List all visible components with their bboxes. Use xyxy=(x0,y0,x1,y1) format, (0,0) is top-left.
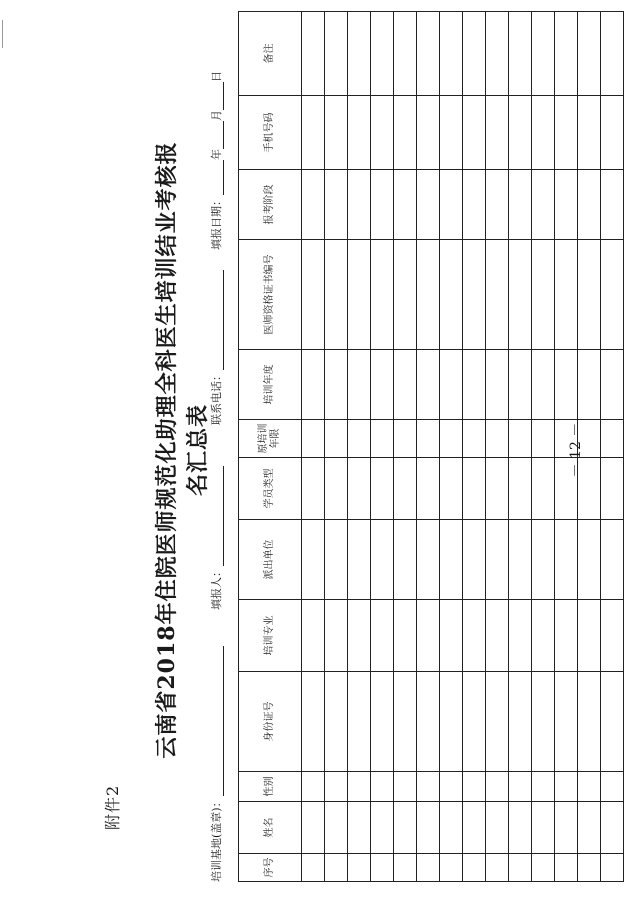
table-cell xyxy=(348,12,371,96)
table-cell xyxy=(440,240,463,350)
col-header-index: 序号 xyxy=(239,854,302,882)
table-cell xyxy=(371,240,394,350)
table-cell xyxy=(302,240,325,350)
training-base-field xyxy=(208,646,224,882)
col-header-license-number: 医师资格证书编号 xyxy=(239,240,302,350)
table-cell xyxy=(509,240,532,350)
table-cell xyxy=(509,350,532,420)
table-cell xyxy=(302,802,325,854)
table-cell xyxy=(509,854,532,882)
table-cell xyxy=(417,96,440,170)
table-cell xyxy=(417,520,440,600)
table-cell xyxy=(486,458,509,520)
table-cell xyxy=(371,458,394,520)
table-cell xyxy=(348,420,371,458)
attachment-label: 附件2 xyxy=(103,784,122,830)
table-cell xyxy=(532,96,555,170)
table-cell xyxy=(532,672,555,772)
table-row xyxy=(417,12,440,882)
table-cell xyxy=(601,420,624,458)
contact-person-field xyxy=(208,466,224,610)
table-cell xyxy=(302,854,325,882)
year-blank xyxy=(211,160,224,195)
table-row xyxy=(302,12,325,882)
table-cell xyxy=(486,854,509,882)
col-header-trainee-type: 学员类型 xyxy=(239,458,302,520)
table-cell xyxy=(417,240,440,350)
table-cell xyxy=(532,240,555,350)
table-cell xyxy=(371,772,394,802)
table-cell xyxy=(325,170,348,240)
col-header-mobile: 手机号码 xyxy=(239,96,302,170)
table-cell xyxy=(463,12,486,96)
table-cell xyxy=(601,802,624,854)
page-number: － 12 － xyxy=(568,422,584,478)
table-cell xyxy=(486,240,509,350)
table-cell xyxy=(509,96,532,170)
table-cell xyxy=(325,420,348,458)
table-cell xyxy=(348,772,371,802)
table-cell xyxy=(348,170,371,240)
table-cell xyxy=(371,420,394,458)
table-cell xyxy=(509,170,532,240)
day-blank xyxy=(211,82,224,110)
table-cell xyxy=(302,600,325,672)
table-cell xyxy=(463,520,486,600)
table-cell xyxy=(601,350,624,420)
table-cell xyxy=(601,12,624,96)
month-blank xyxy=(211,121,224,149)
col-header-exam-stage: 报考阶段 xyxy=(239,170,302,240)
table-cell xyxy=(325,96,348,170)
table-cell xyxy=(325,458,348,520)
table-cell xyxy=(348,350,371,420)
table-cell xyxy=(417,854,440,882)
table-cell xyxy=(532,458,555,520)
table-cell xyxy=(463,170,486,240)
table-cell xyxy=(509,672,532,772)
table-cell xyxy=(348,802,371,854)
col-header-training-year: 培训年度 xyxy=(239,350,302,420)
table-cell xyxy=(417,350,440,420)
date-label: 填报日期： xyxy=(210,195,223,250)
table-cell xyxy=(394,520,417,600)
table-cell xyxy=(486,600,509,672)
table-cell xyxy=(509,520,532,600)
table-row xyxy=(325,12,348,882)
table-cell xyxy=(486,772,509,802)
table-cell xyxy=(325,350,348,420)
table-cell xyxy=(440,672,463,772)
table-cell xyxy=(509,802,532,854)
table-cell xyxy=(486,96,509,170)
table-cell xyxy=(463,672,486,772)
table-cell xyxy=(463,96,486,170)
table-cell xyxy=(463,240,486,350)
table-cell xyxy=(532,802,555,854)
table-cell xyxy=(325,672,348,772)
table-cell xyxy=(348,520,371,600)
table-cell xyxy=(325,600,348,672)
table-cell xyxy=(486,802,509,854)
table-cell xyxy=(371,520,394,600)
table-cell xyxy=(302,350,325,420)
table-row xyxy=(509,12,532,882)
table-cell xyxy=(371,350,394,420)
table-cell xyxy=(302,420,325,458)
table-cell xyxy=(486,520,509,600)
table-cell xyxy=(325,854,348,882)
table-cell xyxy=(601,96,624,170)
table-cell xyxy=(325,12,348,96)
table-cell xyxy=(532,350,555,420)
table-cell xyxy=(463,802,486,854)
table-cell xyxy=(601,520,624,600)
table-cell xyxy=(486,420,509,458)
table-cell xyxy=(532,772,555,802)
table-row xyxy=(348,12,371,882)
table-cell xyxy=(371,170,394,240)
table-cell xyxy=(417,600,440,672)
table-cell xyxy=(302,672,325,772)
col-header-specialty: 培训专业 xyxy=(239,600,302,672)
table-row xyxy=(601,12,624,882)
table-cell xyxy=(348,96,371,170)
table-row xyxy=(532,12,555,882)
table-cell xyxy=(394,170,417,240)
table-cell xyxy=(486,672,509,772)
table-cell xyxy=(394,600,417,672)
table-header-row xyxy=(239,12,302,882)
table-cell xyxy=(394,672,417,772)
table-cell xyxy=(371,600,394,672)
col-header-name: 姓名 xyxy=(239,802,302,854)
table-cell xyxy=(463,458,486,520)
table-cell xyxy=(463,420,486,458)
contact-person-blank xyxy=(211,466,224,566)
table-cell xyxy=(348,240,371,350)
table-cell xyxy=(486,12,509,96)
training-base-label: 培训基地(盖章)： xyxy=(210,796,223,882)
date-field xyxy=(208,71,224,250)
training-base-blank xyxy=(211,646,224,796)
table-row xyxy=(394,12,417,882)
table-cell xyxy=(417,420,440,458)
table-cell xyxy=(394,12,417,96)
table-cell xyxy=(417,170,440,240)
table-cell xyxy=(394,854,417,882)
table-cell xyxy=(394,458,417,520)
table-cell xyxy=(371,672,394,772)
table-cell xyxy=(532,854,555,882)
table-cell xyxy=(325,802,348,854)
table-cell xyxy=(463,772,486,802)
col-header-original-years: 原培训年限 xyxy=(239,420,302,458)
table-cell xyxy=(601,600,624,672)
table-cell xyxy=(394,350,417,420)
table-cell xyxy=(440,600,463,672)
phone-label: 联系电话： xyxy=(210,370,223,425)
table-cell xyxy=(486,350,509,420)
table-row xyxy=(486,12,509,882)
table-row xyxy=(371,12,394,882)
table-cell xyxy=(601,458,624,520)
table-cell xyxy=(532,420,555,458)
table-cell xyxy=(417,672,440,772)
table-cell xyxy=(417,802,440,854)
month-label: 月 xyxy=(210,110,223,121)
table-cell xyxy=(325,772,348,802)
scan-edge-mark xyxy=(2,20,3,48)
contact-person-label: 填报人： xyxy=(210,566,223,610)
table-cell xyxy=(440,772,463,802)
table-cell xyxy=(325,520,348,600)
table-cell xyxy=(601,240,624,350)
table-cell xyxy=(440,170,463,240)
table-cell xyxy=(440,802,463,854)
table-cell xyxy=(509,12,532,96)
table-row xyxy=(463,12,486,882)
phone-blank xyxy=(211,270,224,370)
phone-field xyxy=(208,270,224,425)
table-cell xyxy=(417,772,440,802)
col-header-remarks: 备注 xyxy=(239,12,302,96)
table-cell xyxy=(440,420,463,458)
col-header-id-number: 身份证号 xyxy=(239,672,302,772)
table-cell xyxy=(371,854,394,882)
table-cell xyxy=(486,170,509,240)
table-cell xyxy=(394,420,417,458)
table-cell xyxy=(394,240,417,350)
table-cell xyxy=(394,96,417,170)
col-header-dispatch-unit: 派出单位 xyxy=(239,520,302,600)
table-cell xyxy=(394,772,417,802)
table-cell xyxy=(601,772,624,802)
table-cell xyxy=(509,600,532,672)
table-cell xyxy=(532,170,555,240)
table-cell xyxy=(348,854,371,882)
document-title: 云南省2018年住院医师规范化助理全科医生培训结业考核报名汇总表 xyxy=(154,141,211,759)
table-cell xyxy=(394,802,417,854)
table-cell xyxy=(463,854,486,882)
table-cell xyxy=(509,458,532,520)
table-cell xyxy=(532,12,555,96)
table-cell xyxy=(302,458,325,520)
table-cell xyxy=(348,600,371,672)
col-header-gender: 性别 xyxy=(239,772,302,802)
table-cell xyxy=(440,350,463,420)
table-cell xyxy=(325,240,348,350)
table-cell xyxy=(302,520,325,600)
table-cell xyxy=(440,458,463,520)
table-cell xyxy=(509,772,532,802)
year-label: 年 xyxy=(210,149,223,160)
table-cell xyxy=(302,12,325,96)
day-label: 日 xyxy=(210,71,223,82)
table-cell xyxy=(601,854,624,882)
table-cell xyxy=(532,600,555,672)
table-cell xyxy=(463,600,486,672)
table-cell xyxy=(440,96,463,170)
table-cell xyxy=(440,520,463,600)
table-cell xyxy=(371,802,394,854)
table-row xyxy=(440,12,463,882)
table-cell xyxy=(532,520,555,600)
table-cell xyxy=(440,12,463,96)
table-cell xyxy=(302,170,325,240)
table-cell xyxy=(463,350,486,420)
table-cell xyxy=(601,170,624,240)
table-cell xyxy=(417,458,440,520)
table-cell xyxy=(302,96,325,170)
table-cell xyxy=(348,672,371,772)
table-cell xyxy=(348,458,371,520)
table-cell xyxy=(302,772,325,802)
table-cell xyxy=(601,672,624,772)
table-cell xyxy=(371,96,394,170)
table-cell xyxy=(371,12,394,96)
table-cell xyxy=(417,12,440,96)
table-cell xyxy=(440,854,463,882)
table-cell xyxy=(509,420,532,458)
